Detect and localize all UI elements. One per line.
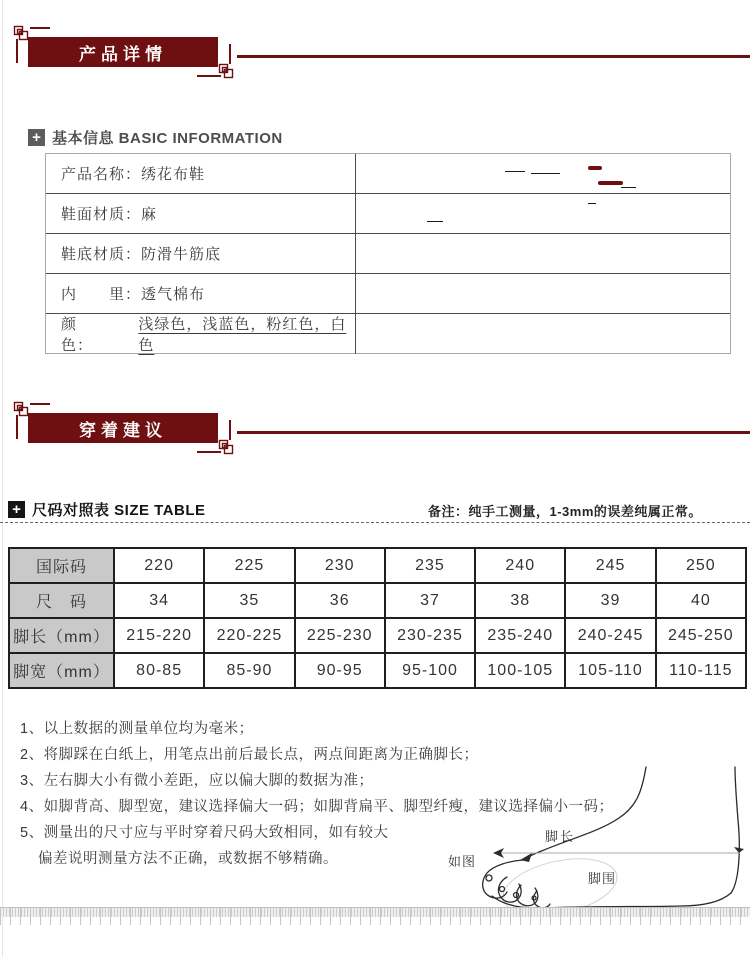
cell: 110-115 [656, 653, 746, 688]
table-row [46, 194, 730, 234]
table-row [9, 618, 746, 653]
row-header: 国际码 [9, 548, 114, 583]
cell: 95-100 [385, 653, 475, 688]
banner-title: 产品详情 [28, 37, 218, 67]
banner-corner-line [197, 451, 221, 453]
foot-outline-icon [483, 767, 740, 908]
banner-corner-line [197, 75, 221, 77]
dashed-divider [0, 522, 750, 523]
as-shown-label: 如图 [448, 854, 477, 869]
table-row [46, 314, 730, 354]
row-label: 产品名称： [61, 166, 142, 183]
cell: 36 [295, 583, 385, 618]
cell: 100-105 [475, 653, 565, 688]
table-row [9, 583, 746, 618]
row-label: 鞋面材质： [61, 206, 142, 223]
cell: 220-225 [204, 618, 294, 653]
cell: 245 [565, 548, 655, 583]
cell: 240-245 [565, 618, 655, 653]
row-label: 鞋底材质： [61, 246, 142, 263]
cell: 235-240 [475, 618, 565, 653]
foot-length-label: 脚长 [545, 829, 576, 844]
note-line-continuation: 偏差说明测量方法不正确，或数据不够精确。 [38, 851, 338, 867]
basic-info-header [28, 127, 283, 148]
cell: 40 [656, 583, 746, 618]
banner-title: 穿着建议 [28, 413, 218, 443]
pen-mark [621, 187, 636, 188]
foot-girth-label: 脚围 [588, 871, 617, 886]
row-header: 脚宽（mm） [9, 653, 114, 688]
row-blank-cell [356, 274, 730, 313]
row-value: 绣花布鞋 [141, 166, 206, 183]
size-table [8, 547, 747, 689]
cell: 215-220 [114, 618, 204, 653]
row-value-colors: 浅绿色，浅蓝色，粉红色，白色 [138, 316, 347, 354]
note-line: 3、左右脚大小有微小差距，应以偏大脚的数据为准； [20, 773, 374, 789]
table-row [46, 154, 730, 194]
plus-icon: + [28, 129, 45, 146]
banner-corner-line [30, 403, 50, 405]
note-line: 2、将脚踩在白纸上，用笔点出前后最长点，两点间距离为正确脚长； [20, 747, 479, 763]
note-line: 5、测量出的尺寸应与平时穿着尺码大致相同，如有较大 [20, 825, 389, 841]
banner-rule-line [237, 431, 750, 434]
basic-info-title: 基本信息 BASIC INFORMATION [52, 130, 283, 147]
table-row [9, 653, 746, 688]
table-row [9, 548, 746, 583]
row-header: 尺 码 [9, 583, 114, 618]
cell: 34 [114, 583, 204, 618]
note-line: 4、如脚背高、脚型宽，建议选择偏大一码；如脚背扁平、脚型纤瘦，建议选择偏小一码； [20, 799, 614, 815]
cell: 39 [565, 583, 655, 618]
banner-wear-advice [0, 401, 750, 481]
cell: 230 [295, 548, 385, 583]
pen-mark [531, 173, 560, 174]
cell: 245-250 [656, 618, 746, 653]
row-label: 颜 色： [61, 316, 110, 354]
foot-measurement-diagram [430, 765, 750, 930]
cell: 80-85 [114, 653, 204, 688]
row-blank-cell [356, 234, 730, 273]
cell: 225-230 [295, 618, 385, 653]
row-label: 内 里： [61, 286, 142, 303]
cell: 235 [385, 548, 475, 583]
row-header: 脚长（mm） [9, 618, 114, 653]
cell: 250 [656, 548, 746, 583]
measurement-note: 备注：纯手工测量，1-3mm的误差纯属正常。 [428, 504, 702, 519]
banner-corner-line [229, 420, 231, 440]
pen-mark [427, 221, 443, 222]
row-blank-cell [356, 314, 730, 354]
row-value: 透气棉布 [141, 286, 206, 303]
ruler-icon [0, 907, 750, 925]
banner-product-detail [0, 25, 750, 105]
red-pen-mark [588, 166, 602, 170]
cell: 240 [475, 548, 565, 583]
red-pen-mark [598, 181, 623, 185]
cell: 85-90 [204, 653, 294, 688]
plus-icon: + [8, 501, 25, 518]
size-table-header [8, 499, 206, 520]
cell: 38 [475, 583, 565, 618]
basic-info-table [45, 153, 731, 354]
cell: 37 [385, 583, 475, 618]
cell: 105-110 [565, 653, 655, 688]
cell: 225 [204, 548, 294, 583]
banner-corner-line [16, 415, 18, 439]
pen-mark [505, 171, 525, 172]
cell: 230-235 [385, 618, 475, 653]
row-value: 防滑牛筋底 [141, 246, 222, 263]
row-blank-cell [356, 194, 730, 233]
table-row [46, 234, 730, 274]
cell: 90-95 [295, 653, 385, 688]
cell: 35 [204, 583, 294, 618]
banner-corner-line [30, 27, 50, 29]
table-row [46, 274, 730, 314]
banner-corner-line [16, 39, 18, 63]
size-table-title: 尺码对照表 SIZE TABLE [32, 502, 206, 519]
banner-rule-line [237, 55, 750, 58]
cell: 220 [114, 548, 204, 583]
note-line: 1、以上数据的测量单位均为毫米； [20, 721, 254, 737]
row-value: 麻 [141, 206, 158, 223]
banner-corner-line [229, 44, 231, 64]
pen-mark [588, 203, 596, 204]
